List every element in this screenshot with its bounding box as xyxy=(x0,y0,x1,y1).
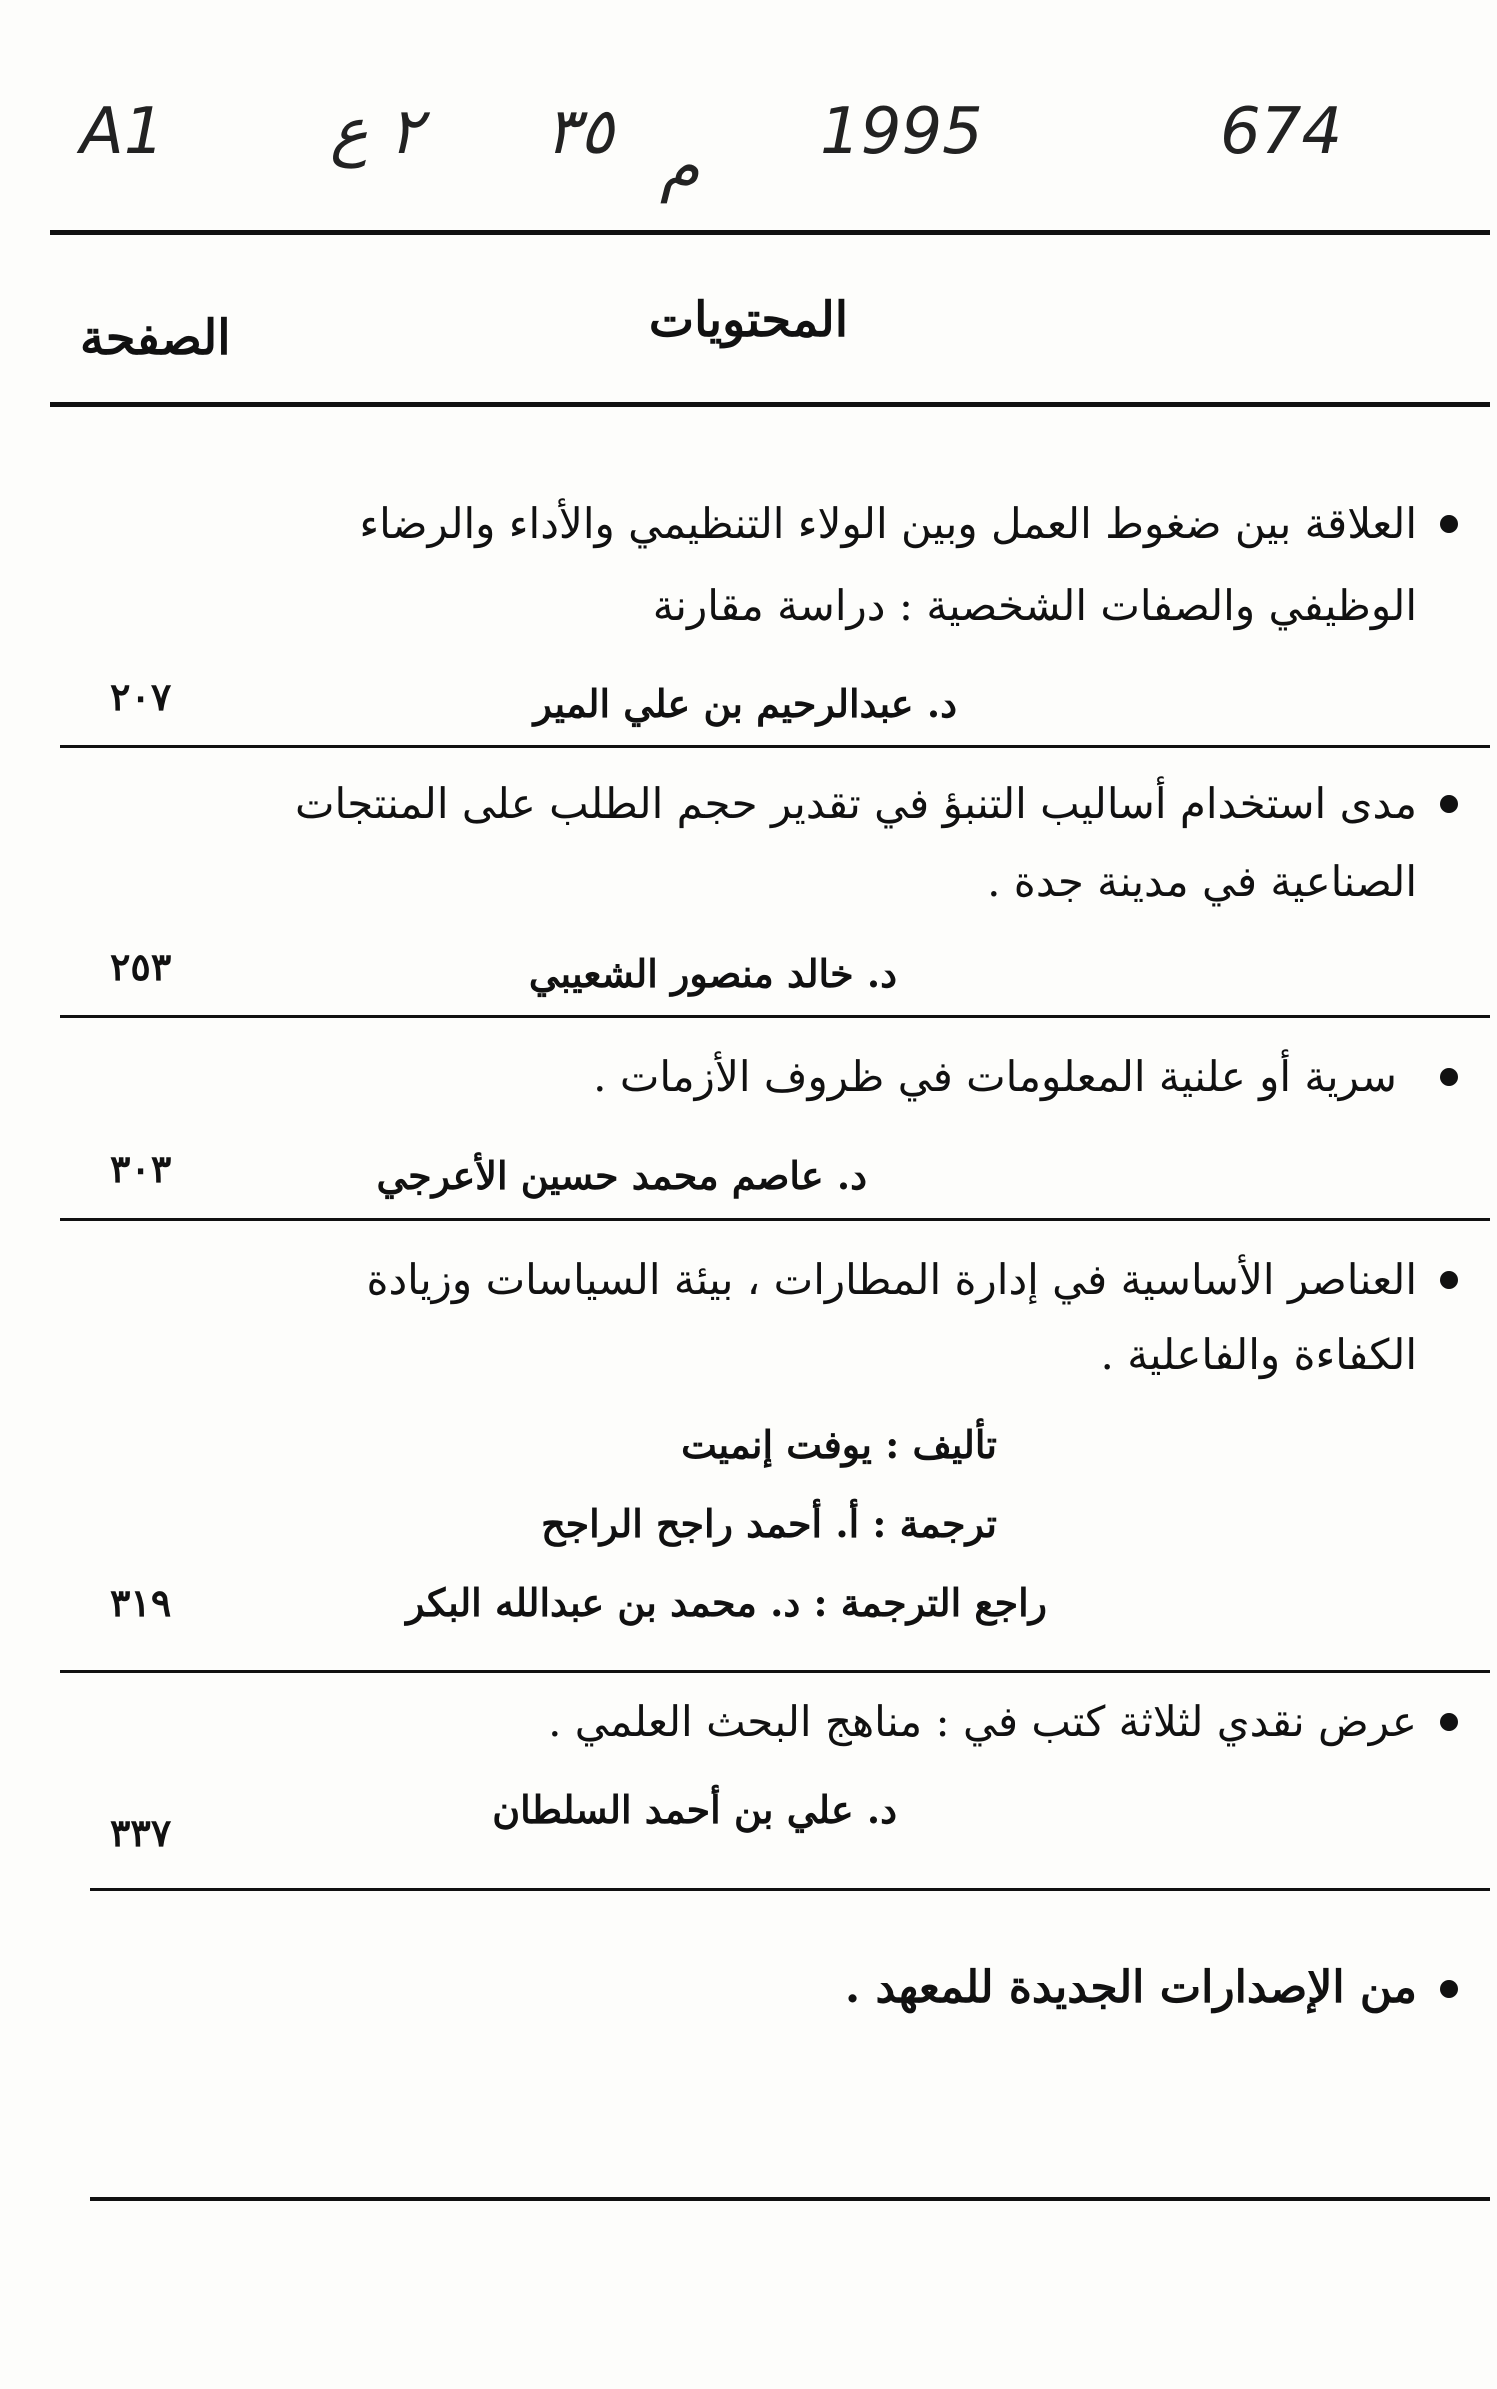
entry-2-title-line-1: مدى استخدام أساليب التنبؤ في تقدير حجم الطلب على المنتجات xyxy=(294,779,1417,828)
handwritten-code: ٢ ع xyxy=(330,95,423,169)
entry-4-bullet xyxy=(1440,1271,1458,1289)
entry-1-bullet xyxy=(1440,515,1458,533)
entry-2-page: ٢٥٣ xyxy=(110,944,172,989)
entry-4-credit-translator: ترجمة : أ. أحمد راجح الراجح xyxy=(541,1501,997,1546)
page-title: المحتويات xyxy=(648,292,849,348)
entry-5-bullet xyxy=(1440,1713,1458,1731)
entry-3-author: د. عاصم محمد حسين الأعرجي xyxy=(376,1153,867,1198)
entry-3-bullet xyxy=(1440,1068,1458,1086)
entry-5-author: د. علي بن أحمد السلطان xyxy=(492,1787,897,1832)
entry-2-bullet xyxy=(1440,795,1458,813)
entry-4-divider xyxy=(60,1670,1490,1673)
entry-1-page: ٢٠٧ xyxy=(110,674,172,719)
entry-2-author: د. خالد منصور الشعيبي xyxy=(528,951,897,996)
entry-4-title-line-2: الكفاءة والفاعلية . xyxy=(1100,1330,1417,1379)
entry-5-page: ٣٣٧ xyxy=(110,1810,172,1855)
page-column-label: الصفحة xyxy=(80,310,231,366)
entry-4-credit-author: تأليف : يوفت إنميت xyxy=(681,1422,997,1467)
entry-2-title-line-2: الصناعية في مدينة جدة . xyxy=(987,857,1417,906)
entry-4-title-line-1: العناصر الأساسية في إدارة المطارات ، بيئة السياسات وزيادة xyxy=(366,1255,1417,1304)
entry-1-divider xyxy=(60,745,1490,748)
entry-1-title-line-2: الوظيفي والصفات الشخصية : دراسة مقارنة xyxy=(652,581,1417,630)
entry-4-credit-reviewer: راجع الترجمة : د. محمد بن عبدالله البكر xyxy=(406,1580,1047,1625)
entry-5-divider xyxy=(90,1888,1490,1891)
entry-3-divider xyxy=(60,1218,1490,1221)
handwritten-volume: ٣٥ xyxy=(545,95,614,169)
header-top-rule xyxy=(50,230,1490,235)
handwritten-number: 674 xyxy=(1220,95,1343,169)
handwritten-month-marker: م xyxy=(660,130,700,204)
entry-4-page: ٣١٩ xyxy=(110,1580,172,1625)
footer-rule xyxy=(90,2197,1490,2201)
entry-1-author: د. عبدالرحيم بن علي المير xyxy=(533,681,957,726)
entry-3-title-line-1: سرية أو علنية المعلومات في ظروف الأزمات . xyxy=(593,1052,1397,1101)
entry-2-divider xyxy=(60,1015,1490,1018)
header-bottom-rule xyxy=(50,402,1490,407)
entry-3-page: ٣٠٣ xyxy=(110,1146,172,1191)
handwritten-year: 1995 xyxy=(820,95,983,169)
entry-1-title-line-1: العلاقة بين ضغوط العمل وبين الولاء التنظيمي والأداء والرضاء xyxy=(359,499,1417,548)
entry-6-title-line-1: من الإصدارات الجديدة للمعهد . xyxy=(844,1962,1417,2013)
entry-6-bullet xyxy=(1440,1980,1458,1998)
entry-5-title-line-1: عرض نقدي لثلاثة كتب في : مناهج البحث العلمي . xyxy=(548,1697,1417,1746)
handwritten-serial: A1 xyxy=(80,95,165,169)
